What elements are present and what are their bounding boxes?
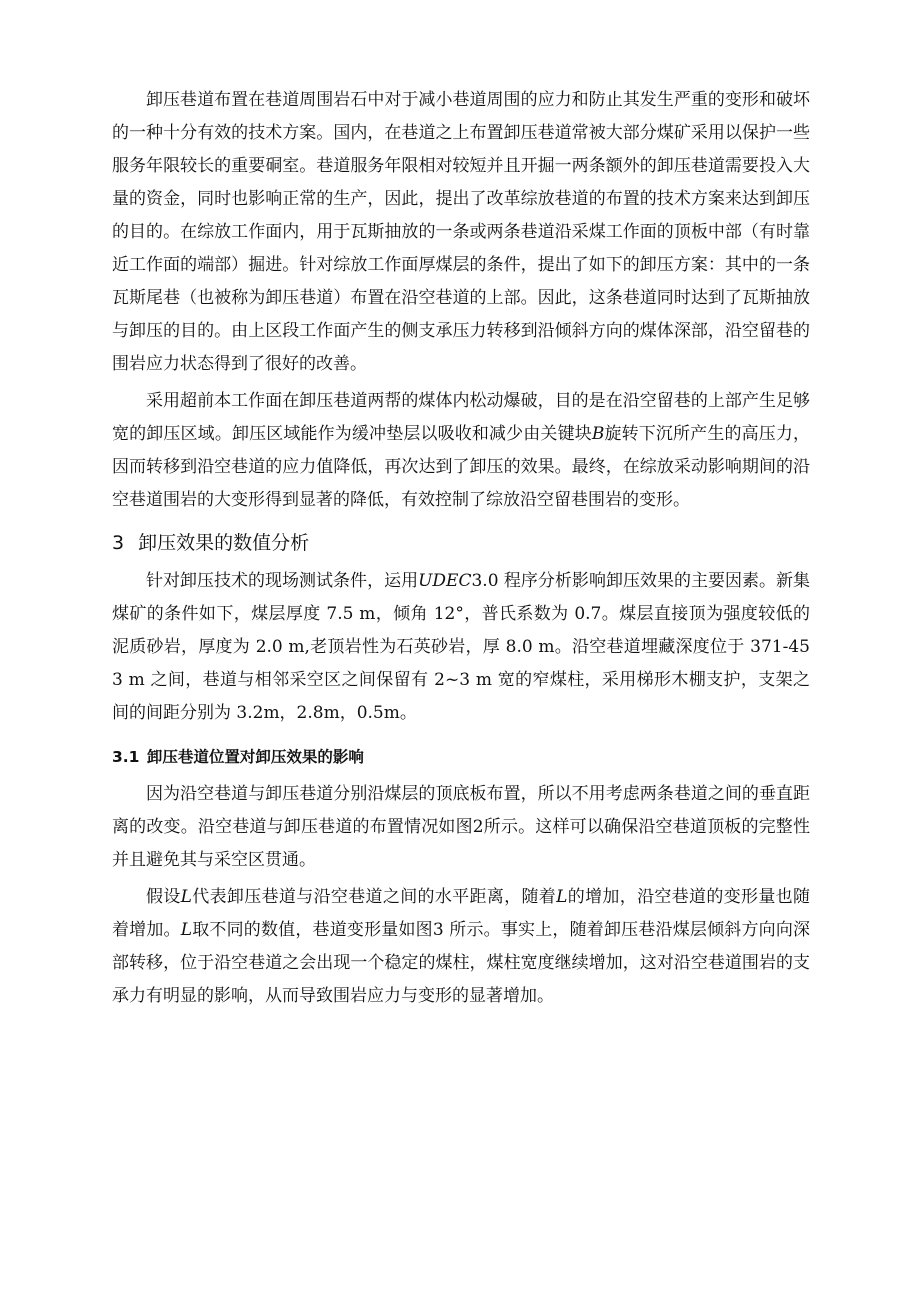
paragraph-relief-roadway-overview [112, 84, 810, 381]
section-title: 卸压效果的数值分析 [138, 532, 310, 554]
key-block-symbol: B [591, 424, 605, 444]
subsection-title: 卸压巷道位置对卸压效果的影响 [146, 748, 364, 766]
subsection-number: 3.1 [112, 748, 140, 766]
distance-symbol: L [556, 887, 568, 907]
paragraph-text: 取不同的数值，巷道变形量如图3 所示。事实上，随着卸压巷沿煤层倾斜方向向深部转移，位于沿空巷道之会出现一个稳定的煤柱，煤柱宽度继续增加，这对沿空巷道围岩的支承力有明显的影响，从而导致围岩应力与变形的显著增加。 [112, 920, 811, 1006]
distance-symbol: L [180, 887, 192, 907]
paragraph-loosening-blasting [112, 385, 810, 517]
document-page [112, 84, 810, 1013]
paragraph-text: 针对卸压技术的现场测试条件，运用 [146, 571, 419, 591]
paragraph-text: 因为沿空巷道与卸压巷道分别沿煤层的顶底板布置，所以不用考虑两条巷道之间的垂直距离的改变。沿空巷道与卸压巷道的布置情况如图2所示。这样可以确保沿空巷道顶板的完整性并且避免其与采空区贯通。 [112, 784, 810, 870]
distance-symbol: L [180, 920, 193, 940]
paragraph-text: 卸压巷道布置在巷道周围岩石中对于减小巷道周围的应力和防止其发生严重的变形和破坏的一种十分有效的技术方案。国内，在巷道之上布置卸压巷道常被大部分煤矿采用以保护一些服务年限较长的重要硐室。巷道服务年限相对较短并且开掘一两条额外的卸压巷道需要投入大量的资金，同时也影响正常的生产，因此，提出了改革综放巷道的布置的技术方案来达到卸压的目的。在综放工作面内，用于瓦斯抽放的一条或两条巷道沿采煤工作面的顶板中部（有时靠近工作面的端部）掘进。针对综放工作面厚煤层的条件，提出了如下的卸压方案：其中的一条瓦斯尾巷（也被称为卸压巷道）布置在沿空巷道的上部。因此，这条巷道同时达到了瓦斯抽放与卸压的目的。由上区段工作面产生的侧支承压力转移到沿倾斜方向的煤体深部，沿空留巷的围岩应力状态得到了很好的改善。 [112, 90, 810, 374]
subsection-heading [112, 742, 810, 772]
paragraph-horizontal-distance [112, 881, 810, 1013]
section-heading [112, 527, 810, 559]
udec-term: UDEC [418, 571, 472, 591]
section-number: 3 [112, 532, 125, 554]
paragraph-text: 假设 [146, 887, 181, 907]
paragraph-roadway-layout [112, 778, 810, 877]
paragraph-udec-conditions [112, 565, 810, 730]
paragraph-text: 采用超前本工作面在卸压巷道两帮的煤体内松动爆破，目的是在沿空留巷的上部产生足够宽的卸压区域。卸压区域能作为缓冲垫层以吸收和减少由关键块 [112, 391, 810, 444]
paragraph-text: 的增加，沿空巷道的变形量也随着增加。 [112, 887, 811, 940]
paragraph-text: 3.0 程序分析影响卸压效果的主要因素。新集煤矿的条件如下，煤层厚度 7.5 m，倾角 12°，普氏系数为 0.7。煤层直接顶为强度较低的泥质砂岩，厚度为 2.0 m,老顶岩性为石英砂岩，厚 8.0 m。沿空巷道埋藏深度位于 371-453 m 之间，巷道与相邻采空区之间保留有 2~3 m 宽的窄煤柱，采用梯形木棚支护，支架之间的间距分别为 3.2m，2.8m，0.5m。 [112, 571, 810, 723]
paragraph-text: 代表卸压巷道与沿空巷道之间的水平距离，随着 [191, 887, 557, 907]
paragraph-text: 旋转下沉所产生的高压力，因而转移到沿空巷道的应力值降低，再次达到了卸压的效果。最终，在综放采动影响期间的沿空巷道围岩的大变形得到显著的降低，有效控制了综放沿空留巷围岩的变形。 [112, 424, 811, 510]
